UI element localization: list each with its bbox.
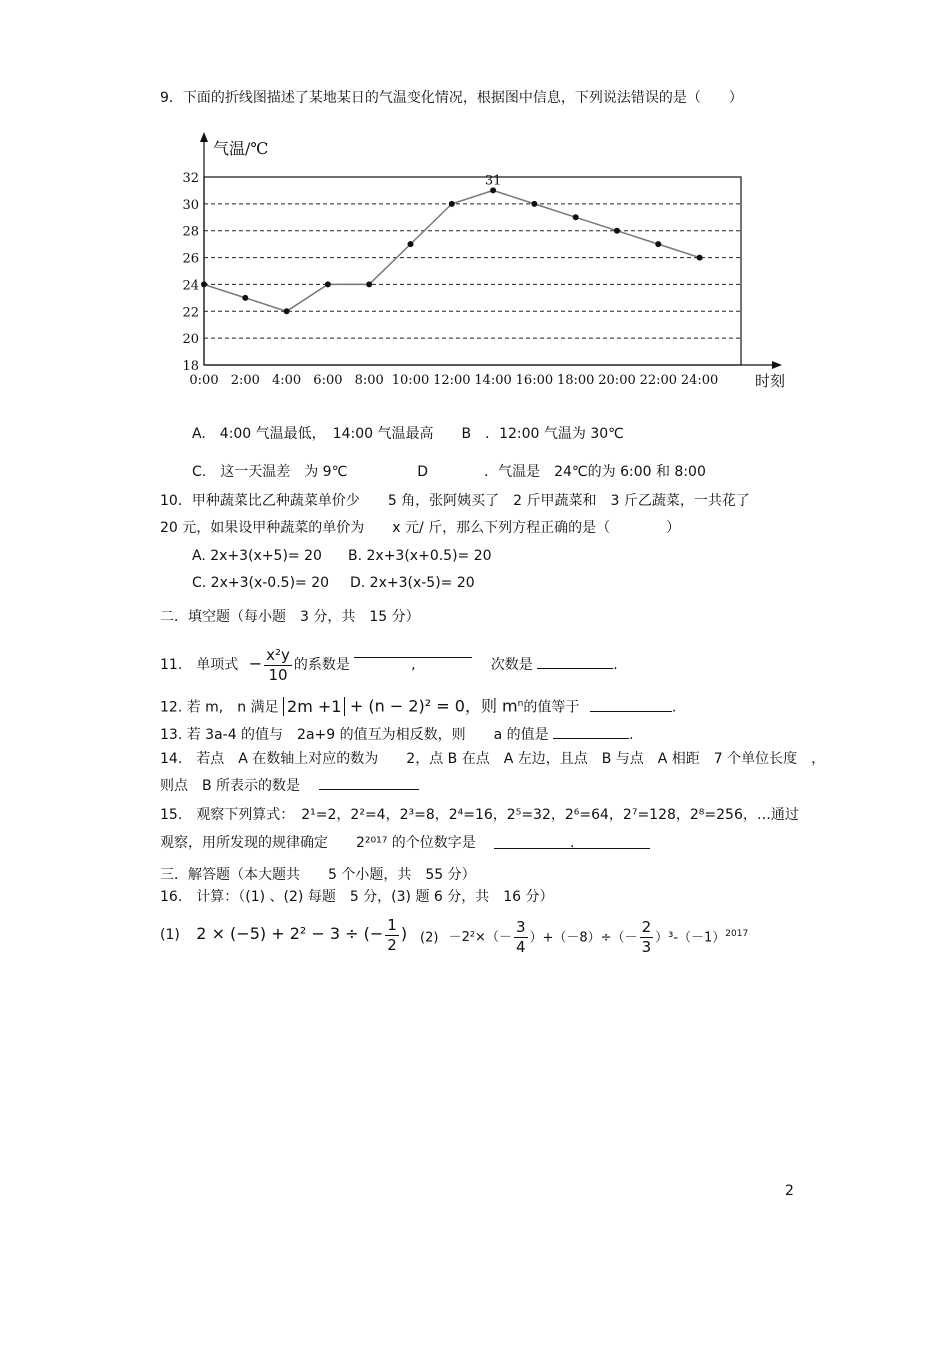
section-2-title: 二．填空题（每小题 3 分，共 15 分） — [160, 609, 420, 625]
x-tick-label-6: 12:00 — [433, 373, 471, 388]
x-tick-label-12: 24:00 — [680, 373, 719, 388]
x-tick-label-2: 4:00 — [271, 373, 302, 388]
q15-answer-blank[interactable] — [494, 834, 650, 849]
q15-end: . — [570, 835, 575, 851]
q16-part2-fraction-b — [640, 920, 654, 955]
q14-line2 — [160, 775, 419, 795]
q11-denominator: 10 — [268, 665, 288, 684]
q12-rest: + (n − 2)² = 0，则 m — [349, 696, 518, 716]
x-tick-label-9: 18:00 — [556, 373, 595, 388]
q13 — [160, 724, 634, 744]
x-tick-label-10: 20:00 — [598, 373, 636, 388]
q16-part2-fraction-a — [514, 920, 528, 955]
q16-title: 16. 计算：（(1) 、(2) 每题 5 分，(3) 题 6 分，共 16 分） — [160, 889, 554, 905]
q14-answer-blank[interactable] — [319, 775, 419, 790]
q13-answer-blank[interactable] — [553, 724, 629, 739]
q14-line2-text: 则点 B 所表示的数是 — [160, 778, 301, 794]
temperature-chart — [175, 128, 800, 400]
q16-part1 — [160, 912, 407, 957]
q16-part2-expression-a: －2²×（－ — [448, 930, 512, 946]
q11-coefficient-blank[interactable] — [354, 643, 472, 673]
q12-absolute-value: 2m +1 — [283, 697, 345, 716]
y-tick-label-24: 24 — [182, 278, 199, 294]
q16-part2-denominator-b: 3 — [641, 938, 652, 957]
q13-end: . — [629, 727, 634, 743]
q12-answer-blank[interactable] — [590, 697, 672, 712]
q16-part1-fraction — [385, 915, 399, 954]
data-point-0 — [201, 281, 207, 287]
data-point-9 — [573, 214, 579, 220]
x-tick-label-7: 14:00 — [474, 373, 512, 388]
chart-frame — [204, 177, 741, 365]
y-tick-label-32: 32 — [182, 171, 199, 186]
y-tick-label-20: 20 — [182, 332, 199, 348]
peak-data-label: 31 — [484, 173, 502, 189]
section-3-title: 三．解答题（本大题共 5 个小题，共 55 分） — [160, 867, 476, 883]
q16-part1-expression: 2 × (−5) + 2² − 3 ÷ (− — [196, 924, 384, 943]
data-point-2 — [284, 308, 290, 314]
q11-end: . — [613, 657, 618, 673]
q16-part2-label: (2) — [420, 930, 439, 946]
q11-comma: , — [411, 657, 416, 673]
q16-part1-numerator: 1 — [387, 915, 397, 934]
temperature-series-line — [204, 190, 700, 311]
q14-line1: 14. 若点 A 在数轴上对应的数为 2，点 B 在点 A 左边，且点 B 与点 A 相距 7 个单位长度 ， — [160, 751, 826, 767]
x-tick-labels — [189, 373, 718, 388]
y-tick-labels — [182, 171, 199, 374]
temperature-series-points — [201, 187, 703, 314]
x-tick-label-4: 8:00 — [354, 373, 384, 388]
data-point-12 — [697, 255, 703, 261]
q16-part2-numerator-a: 3 — [515, 918, 526, 937]
q11-fraction — [264, 645, 292, 684]
y-tick-label-28: 28 — [182, 224, 199, 240]
y-tick-label-26: 26 — [182, 251, 199, 267]
q10-option-a: A. 2x+3(x+5)= 20 — [192, 548, 322, 564]
q11-mid2: 次数是 — [490, 657, 533, 673]
q9-option-cd: C. 这一天温差 为 9℃ D ．气温是 24℃的为 6:00 和 8:00 — [192, 464, 706, 480]
q16-part2-expression-c: ）³-（－1） — [655, 930, 726, 946]
q16-part2 — [420, 912, 748, 960]
q12-prefix: 12. 若 m, n 满足 — [160, 699, 279, 716]
q11-numerator: x²y — [266, 645, 290, 664]
q12-superscript: n — [517, 699, 524, 709]
q11-mid: 的系数是 — [293, 657, 350, 673]
q16-part1-denominator: 2 — [387, 935, 397, 954]
q16-part1-close: ) — [400, 924, 408, 943]
q16-part2-denominator-a: 4 — [515, 938, 526, 957]
q10-option-d: D. 2x+3(x-5)= 20 — [350, 575, 475, 591]
q10-stem-line2: 20 元，如果设甲种蔬菜的单价为 x 元/ 斤，那么下列方程正确的是（ ） — [160, 520, 681, 536]
q12-end: . — [671, 699, 677, 716]
q16-part2-expression-b: ）+（－8）÷（－ — [529, 930, 638, 946]
q16-part2-numerator-b: 2 — [641, 918, 652, 937]
q16-part2-superscript: 2017 — [725, 929, 749, 939]
q13-text: 13. 若 3a-4 的值与 2a+9 的值互为相反数，则 a 的值是 — [160, 727, 549, 743]
y-axis-arrow — [200, 132, 208, 142]
y-axis-label: 气温/℃ — [213, 139, 269, 158]
q9-stem: 9．下面的折线图描述了某地某日的气温变化情况，根据图中信息，下列说法错误的是（ ） — [160, 90, 743, 106]
q11-minus: − — [248, 654, 263, 673]
data-point-6 — [449, 201, 455, 207]
q15-line2-text: 观察，用所发现的规律确定 2²⁰¹⁷ 的个位数字是 — [160, 835, 476, 851]
chart-grid — [204, 204, 741, 338]
q11-degree-blank[interactable] — [537, 654, 613, 669]
data-point-8 — [531, 201, 537, 207]
q15-line2 — [160, 834, 650, 852]
data-point-5 — [408, 241, 414, 247]
x-tick-label-8: 16:00 — [515, 373, 554, 388]
data-point-3 — [325, 281, 331, 287]
q11-prefix: 11. 单项式 — [160, 657, 239, 673]
x-axis-label: 时刻 — [755, 372, 786, 390]
q10-option-b: B. 2x+3(x+0.5)= 20 — [348, 548, 492, 564]
x-axis-arrow — [772, 361, 782, 369]
data-point-1 — [242, 295, 248, 301]
q10-stem-line1: 10．甲种蔬菜比乙种蔬菜单价少 5 角，张阿姨买了 2 斤甲蔬菜和 3 斤乙蔬菜，一共花了 — [160, 493, 750, 509]
x-tick-label-0: 0:00 — [189, 373, 219, 388]
q16-part1-label: (1) — [160, 927, 180, 943]
x-tick-label-11: 22:00 — [639, 373, 678, 388]
page-number: 2 — [785, 1183, 794, 1199]
q9-option-ab: A. 4:00 气温最低， 14:00 气温最高 B ．12:00 气温为 30℃ — [192, 426, 624, 442]
q10-option-c: C. 2x+3(x-0.5)= 20 — [192, 575, 330, 591]
x-tick-label-3: 6:00 — [313, 373, 343, 388]
y-tick-label-18: 18 — [182, 359, 199, 374]
q11 — [160, 642, 618, 687]
y-tick-label-22: 22 — [182, 305, 199, 321]
y-tick-label-30: 30 — [182, 197, 199, 213]
data-point-10 — [614, 228, 620, 234]
q15-line1: 15. 观察下列算式： 2¹=2，2²=4，2³=8，2⁴=16，2⁵=32，2⁶=64，2⁷=128，2⁸=256，…通过 — [160, 807, 799, 823]
q12 — [160, 695, 676, 717]
x-tick-label-1: 2:00 — [230, 373, 260, 388]
data-point-4 — [366, 281, 372, 287]
data-point-11 — [655, 241, 661, 247]
q12-tail: 的值等于 — [523, 699, 580, 716]
x-tick-label-5: 10:00 — [391, 373, 430, 388]
